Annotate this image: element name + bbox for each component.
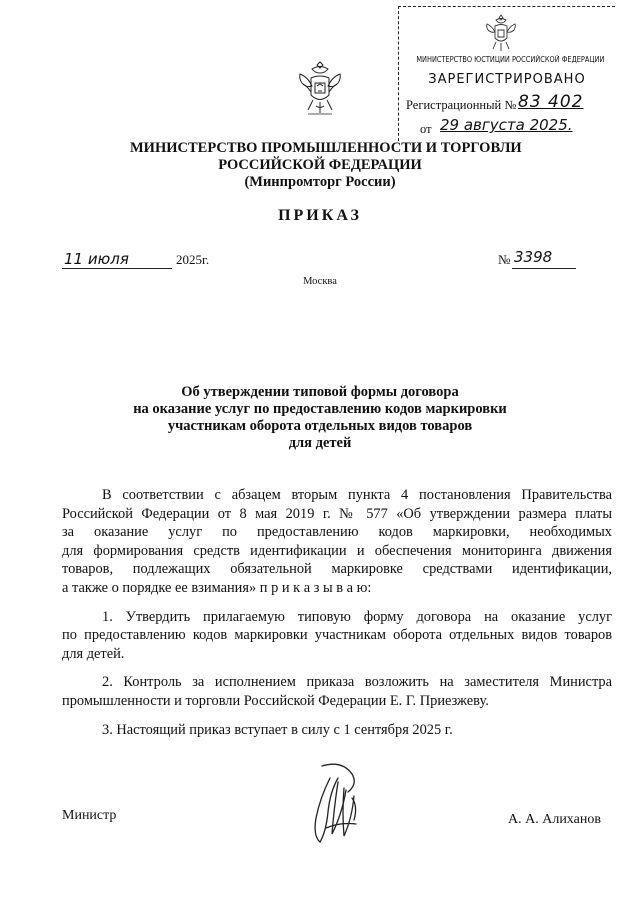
number-underline — [512, 268, 576, 269]
signatory-title: Министр — [62, 808, 117, 823]
ministry-name-line2: РОССИЙСКОЙ ФЕДЕРАЦИИ — [218, 157, 422, 173]
order-number-sign: № — [498, 252, 511, 267]
ministry-short-name: (Минпромторг России) — [244, 174, 396, 190]
order-date-handwritten: 11 июля — [64, 250, 129, 268]
order-year: 2025г. — [176, 252, 210, 267]
subject-line: Об утверждении типовой формы договора — [181, 384, 459, 400]
preamble-line: для формирования средств идентификации и обеспечения мониторинга движения — [62, 542, 612, 559]
stamp-reg-date-label: от — [420, 122, 432, 136]
preamble-line: Российской Федерации от 8 мая 2019 г. № 577 «Об утверждении размера платы — [62, 505, 612, 522]
date-underline — [62, 268, 172, 269]
stamp-eagle-emblem-icon — [484, 12, 518, 54]
stamp-reg-number-label: Регистрационный № — [406, 98, 517, 112]
clause-3-line: 3. Настоящий приказ вступает в силу с 1 сентября 2025 г. — [102, 721, 453, 738]
clause-1-line: для детей. — [62, 645, 125, 662]
order-title: ПРИКАЗ — [278, 207, 362, 224]
stamp-reg-number-value: 83 402 — [518, 92, 584, 112]
preamble-line: В соответствии с абзацем вторым пункта 4 постановления Правительства — [102, 487, 612, 503]
stamp-reg-date-value: 29 августа 2025. — [440, 116, 573, 134]
preamble-line: за оказание услуг по предоставлению кодов маркировки, необходимых — [62, 524, 612, 541]
coat-of-arms-icon — [296, 58, 344, 128]
signatory-name: А. А. Алиханов — [508, 812, 601, 827]
subject-line: на оказание услуг по предоставлению кодов маркировки — [133, 401, 507, 417]
preamble-line: товаров, подлежащих обязательной маркировке средствами идентификации, — [62, 561, 612, 578]
order-city: Москва — [303, 276, 337, 287]
stamp-registered-label: ЗАРЕГИСТРИРОВАНО — [428, 72, 586, 87]
ministry-header — [130, 140, 522, 191]
handwritten-signature-icon — [300, 758, 376, 848]
order-number-handwritten: 3398 — [514, 248, 553, 266]
order-subject — [100, 384, 540, 452]
clause-1-line: по предоставлению кодов маркировки участникам оборота отдельных видов товаров — [62, 627, 612, 644]
preamble-line: а также о порядке ее взимания» п р и к а з ы в а ю: — [62, 579, 372, 596]
subject-line: участникам оборота отдельных видов товаров — [167, 418, 473, 434]
stamp-ministry-label: МИНИСТЕРСТВО ЮСТИЦИИ РОССИЙСКОЙ ФЕДЕРАЦИИ — [416, 55, 605, 64]
clause-2-line: 2. Контроль за исполнением приказа возложить на заместителя Министра — [102, 674, 612, 691]
clause-1-line: 1. Утвердить прилагаемую типовую форму договора на оказание услуг — [102, 608, 612, 625]
order-body — [62, 486, 612, 739]
subject-line: для детей — [288, 435, 352, 451]
clause-2-line: промышленности и торговли Российской Федерации Е. Г. Приезжеву. — [62, 692, 489, 709]
ministry-name-line1: МИНИСТЕРСТВО ПРОМЫШЛЕННОСТИ И ТОРГОВЛИ — [130, 140, 522, 156]
